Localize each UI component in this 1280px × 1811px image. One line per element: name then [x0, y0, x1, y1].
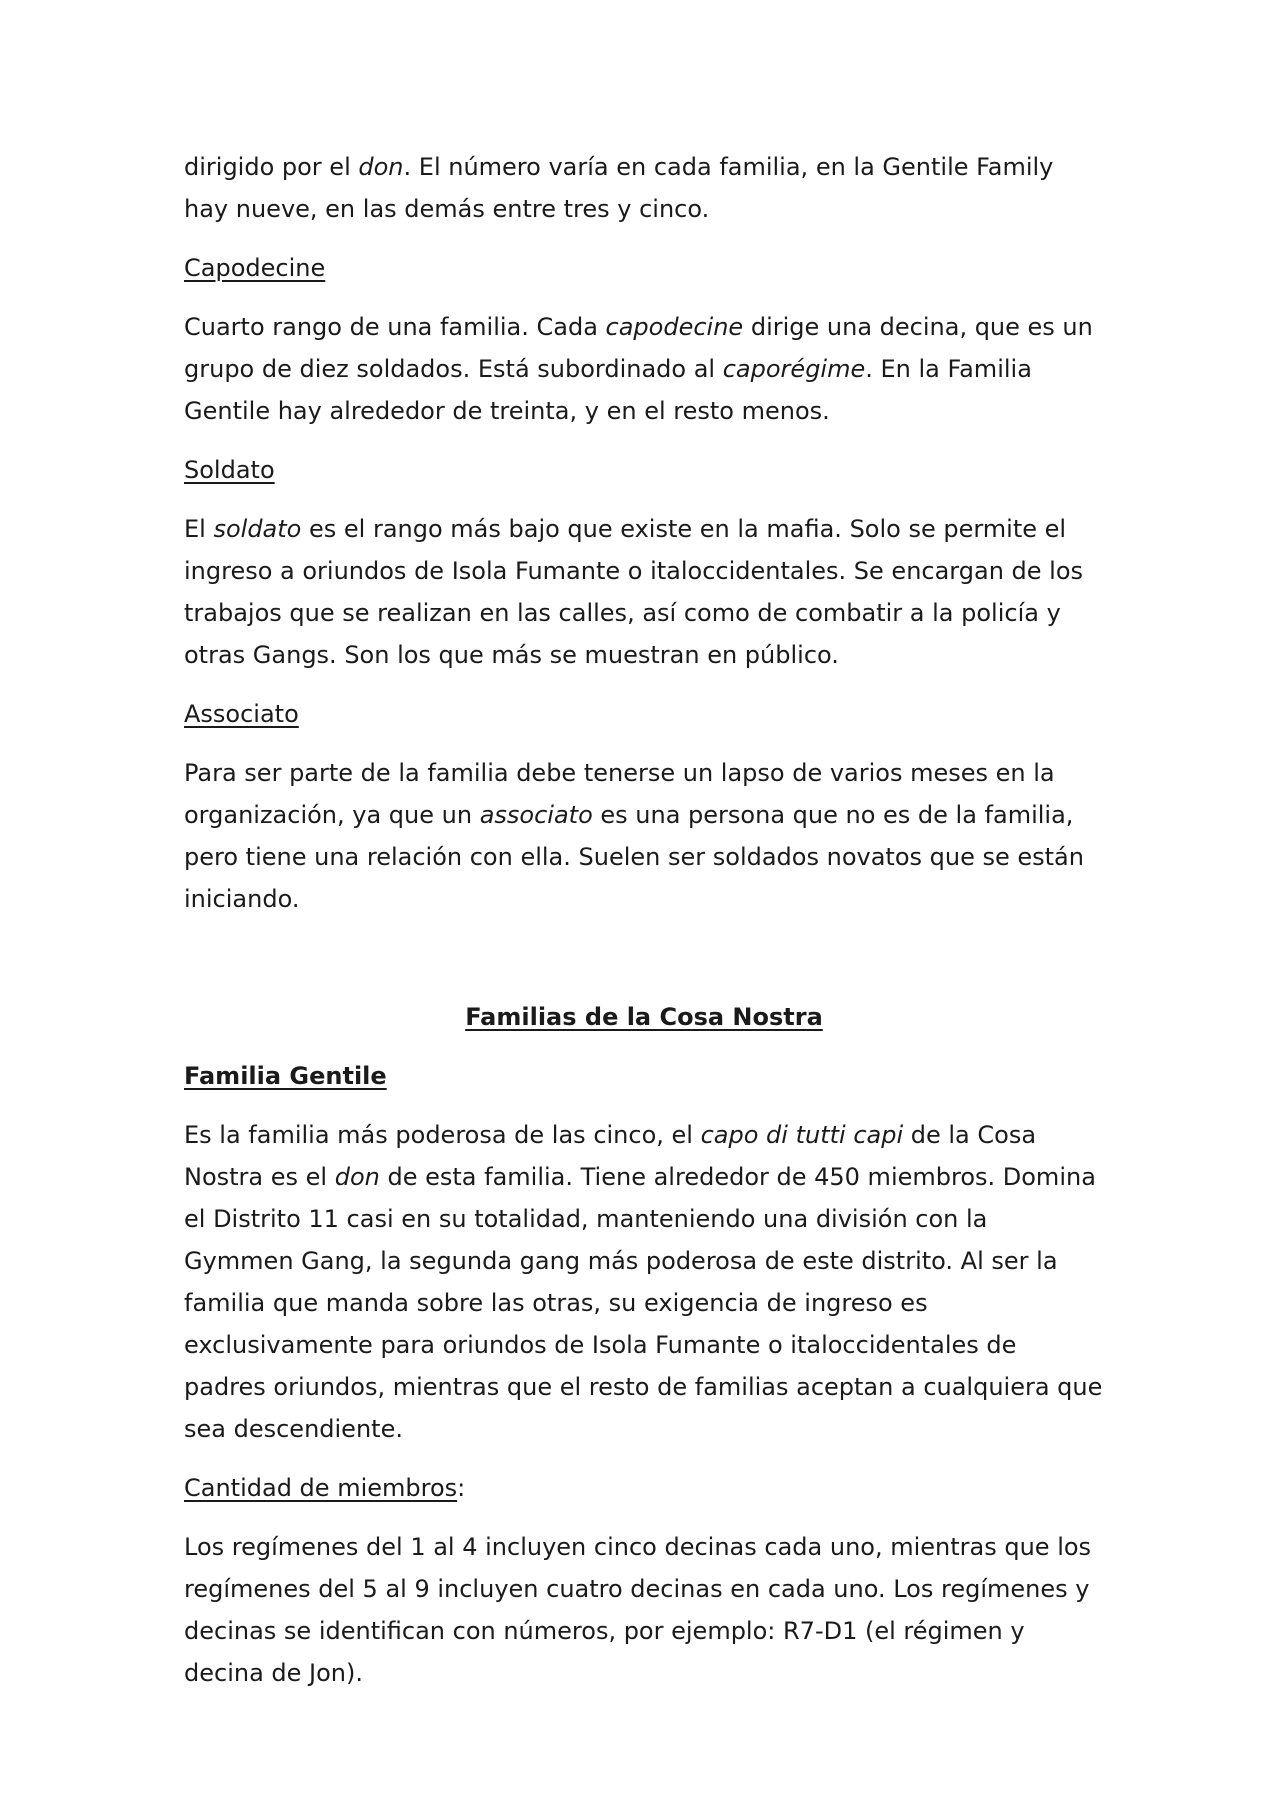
italic-term: don [358, 153, 404, 181]
italic-term: don [334, 1163, 380, 1191]
text-run: . El número varía en cada familia, en la Gentile Family hay nueve, en las demás entre tres y cinco. [184, 153, 1054, 223]
text-run: de esta familia. Tiene alrededor de 450 miembros. Domina el Distrito 11 casi en su totalidad, manteniendo una división con la Gymmen Gang, la segunda gang más poderosa de este distrito. Al ser la familia que manda sobre las otras, su exigencia de ingreso es exclusivamente para oriundos de Isola Fumante o italoccidentales de padres oriundos, mientras que el resto de familias aceptan a cualquiera que sea descendiente. [184, 1163, 1103, 1443]
italic-term: associato [479, 801, 593, 829]
heading-familia-gentile: Familia Gentile [184, 1062, 387, 1090]
text-run: dirige una decina, que es un grupo de diez soldados. Está subordinado al [184, 313, 1093, 383]
text-run: . En la Familia Gentile hay alrededor de treinta, y en el resto menos. [184, 355, 1032, 425]
heading-colon: : [457, 1474, 466, 1502]
paragraph-soldato [184, 508, 1104, 676]
text-run: dirigido por el [184, 153, 359, 181]
italic-term: caporégime [722, 355, 866, 383]
section-title: Familias de la Cosa Nostra [465, 1003, 823, 1031]
document-page [184, 146, 1104, 1711]
heading-cantidad-miembros [184, 1467, 1104, 1509]
text-run: Es la familia más poderosa de las cinco, el [184, 1121, 701, 1149]
paragraph-don-ranks [184, 146, 1104, 230]
text-run: Cuarto rango de una familia. Cada [184, 313, 606, 341]
section-spacer [184, 937, 1104, 996]
paragraph-cantidad-miembros: Los regímenes del 1 al 4 incluyen cinco decinas cada uno, mientras que los regímenes del 5 al 9 incluyen cuatro decinas en cada uno. Los regímenes y decinas se identifican con números, por ejemplo: R7-D1 (el régimen y decina de Jon). [184, 1533, 1092, 1687]
italic-term: capodecine [605, 313, 744, 341]
text-run: Para ser parte de la familia debe tenerse un lapso de varios meses en la organización, ya que un [184, 759, 1055, 829]
paragraph-associato [184, 752, 1104, 920]
text-run: de la Cosa Nostra es el [184, 1121, 1037, 1191]
heading-cantidad-label: Cantidad de miembros [184, 1474, 458, 1502]
italic-term: soldato [213, 515, 302, 543]
paragraph-capodecine [184, 306, 1104, 432]
italic-term: capo di tutti capi [700, 1121, 904, 1149]
heading-soldato: Soldato [184, 456, 275, 484]
text-run: es una persona que no es de la familia, pero tiene una relación con ella. Suelen ser soldados novatos que se están iniciando. [184, 801, 1084, 913]
heading-associato: Associato [184, 700, 299, 728]
text-run: es el rango más bajo que existe en la mafia. Solo se permite el ingreso a oriundos de Isola Fumante o italoccidentales. Se encargan de los trabajos que se realizan en las calles, así como de combatir a la policía y otras Gangs. Son los que más se muestran en público. [184, 515, 1084, 669]
heading-capodecine: Capodecine [184, 254, 326, 282]
paragraph-familia-gentile [184, 1114, 1104, 1450]
text-run: El [184, 515, 214, 543]
